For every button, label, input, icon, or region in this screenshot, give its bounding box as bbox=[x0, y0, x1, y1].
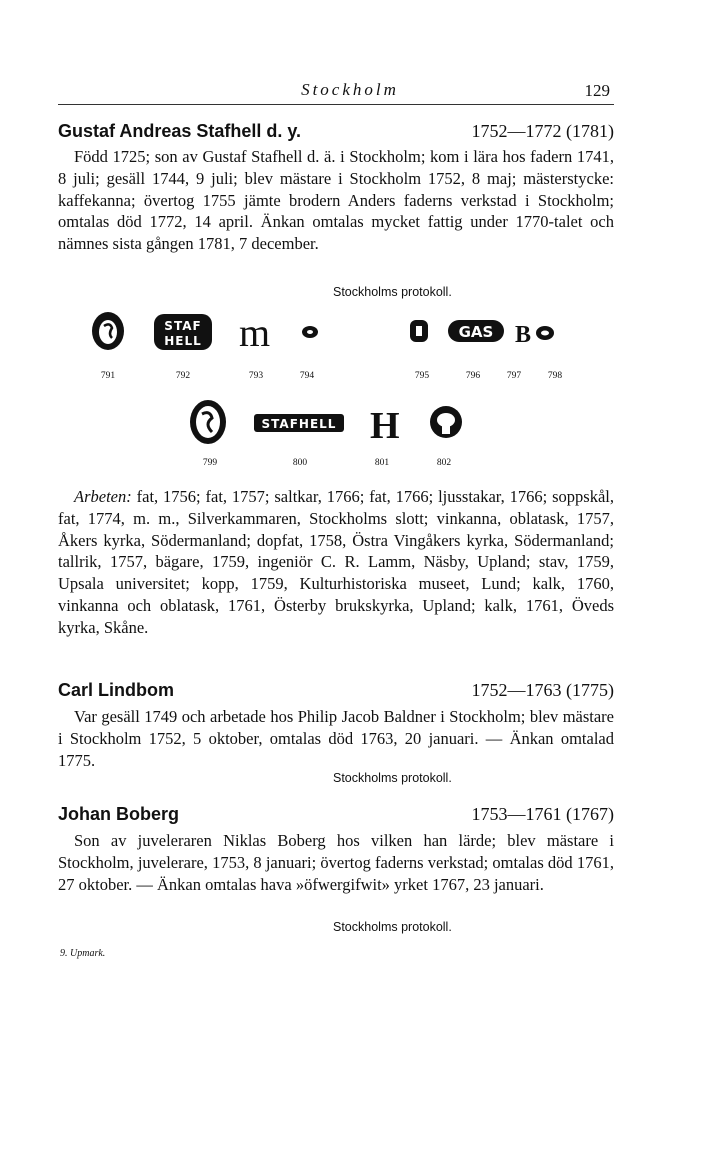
mark-number-799: 799 bbox=[202, 458, 218, 468]
entry-name-lindbom: Carl Lindbom bbox=[58, 680, 174, 700]
entry-text: Son av juveleraren Niklas Boberg hos vilken han lärde; blev mästare i Stockholm, juvelerare, 1753, 8 januari; övertog faderns verkstad; omtalas död 1761, 27 oktober. — Änkan omtalas hava »öfwergifwit» yrket 1767, 23 januari. bbox=[58, 831, 614, 894]
hallmark-800 bbox=[254, 414, 344, 432]
entry-name-boberg: Johan Boberg bbox=[58, 804, 180, 824]
mark-number-796: 796 bbox=[465, 371, 481, 381]
hallmark-799 bbox=[190, 400, 226, 444]
mark-number-793: 793 bbox=[248, 371, 264, 381]
page-number: 129 bbox=[584, 81, 610, 100]
hallmark-797 bbox=[515, 322, 531, 348]
hallmark-792 bbox=[154, 314, 212, 350]
running-header: Stockholm bbox=[301, 80, 399, 99]
mark-number-794: 794 bbox=[299, 371, 315, 381]
entry-text: Var gesäll 1749 och arbetade hos Philip Jacob Baldner i Stockholm; blev mästare i Stockholm 1752, 5 oktober, omtalas död 1763, 20 januari. — Änkan omtalad 1775. bbox=[58, 707, 614, 770]
entry-source-stafhell: Stockholms protokoll. bbox=[333, 285, 452, 299]
hallmarks-row-1 bbox=[78, 306, 638, 366]
works-text bbox=[58, 486, 614, 639]
mark-number-792: 792 bbox=[175, 371, 191, 381]
svg-text:STAF: STAF bbox=[164, 319, 202, 333]
entry-text: Född 1725; son av Gustaf Stafhell d. ä. i Stockholm; kom i lära hos fadern 1741, 8 juli; gesäll 1744, 9 juli; blev mästare i Stockholm 1752, 8 maj; mästerstycke: kaffekanna; övertog 1755 jämte brodern Anders faderns verkstad i Stockholm; omtalas död 1772, 14 april. Änkan omtalas mycket fattig under 1770-talet och nämnes sista gången 1781, 7 december. bbox=[58, 147, 614, 254]
mark-number-791: 791 bbox=[100, 371, 116, 381]
hallmark-798 bbox=[536, 326, 554, 340]
svg-text:m: m bbox=[239, 310, 271, 355]
hallmark-793 bbox=[239, 310, 270, 355]
mark-number-798: 798 bbox=[547, 371, 563, 381]
hallmark-796 bbox=[448, 320, 504, 342]
entry-source-lindbom: Stockholms protokoll. bbox=[333, 771, 452, 785]
entry-body-stafhell bbox=[58, 146, 614, 255]
hallmark-791 bbox=[92, 312, 124, 350]
svg-text:GAS: GAS bbox=[458, 323, 494, 341]
mark-number-797: 797 bbox=[506, 371, 522, 381]
footer-signature: 9. Upmark. bbox=[60, 948, 106, 959]
entry-source-boberg: Stockholms protokoll. bbox=[333, 920, 452, 934]
entry-body-lindbom bbox=[58, 706, 614, 771]
entry-dates-stafhell: 1752—1772 (1781) bbox=[471, 121, 614, 141]
entry-dates-boberg: 1753—1761 (1767) bbox=[471, 804, 614, 824]
works-list: fat, 1756; fat, 1757; saltkar, 1766; fat, 1766; ljusstakar, 1766; soppskål, fat, 1774, m. m., Silverkammaren, Stockholms slott; vinkanna, oblatask, 1757, Åkers kyrka, Södermanland; dopfat, 1758, Östra Vingåkers kyrka, Södermanland; tallrik, 1757, bägare, 1759, ingeniör C. R. Lamm, Näsby, Upland; stav, 1759, Upsala universitet; kopp, 1759, Kulturhistoriska museet, Lund; kalk, 1760, vinkanna och oblatask, 1761, Österby brukskyrka, Upland; kalk, 1761, Öveds kyrka, Skåne. bbox=[58, 487, 614, 637]
mark-number-795: 795 bbox=[414, 371, 430, 381]
hallmark-802 bbox=[430, 406, 462, 438]
svg-text:STAFHELL: STAFHELL bbox=[261, 417, 337, 431]
header-rule bbox=[58, 104, 614, 105]
entry-dates-lindbom: 1752—1763 (1775) bbox=[471, 680, 614, 700]
svg-text:B: B bbox=[515, 322, 532, 348]
works-label: Arbeten: bbox=[74, 487, 132, 506]
hallmark-794 bbox=[302, 326, 318, 338]
works-paragraph bbox=[58, 486, 614, 639]
mark-number-800: 800 bbox=[292, 458, 308, 468]
svg-text:H: H bbox=[370, 405, 400, 447]
entry-body-boberg bbox=[58, 830, 614, 895]
hallmark-801 bbox=[370, 405, 400, 447]
svg-text:HELL: HELL bbox=[164, 334, 202, 348]
hallmarks-row-2 bbox=[180, 392, 500, 450]
hallmark-795 bbox=[410, 320, 428, 342]
mark-number-801: 801 bbox=[374, 458, 390, 468]
mark-number-802: 802 bbox=[436, 458, 452, 468]
entry-name-stafhell: Gustaf Andreas Stafhell d. y. bbox=[58, 121, 302, 141]
